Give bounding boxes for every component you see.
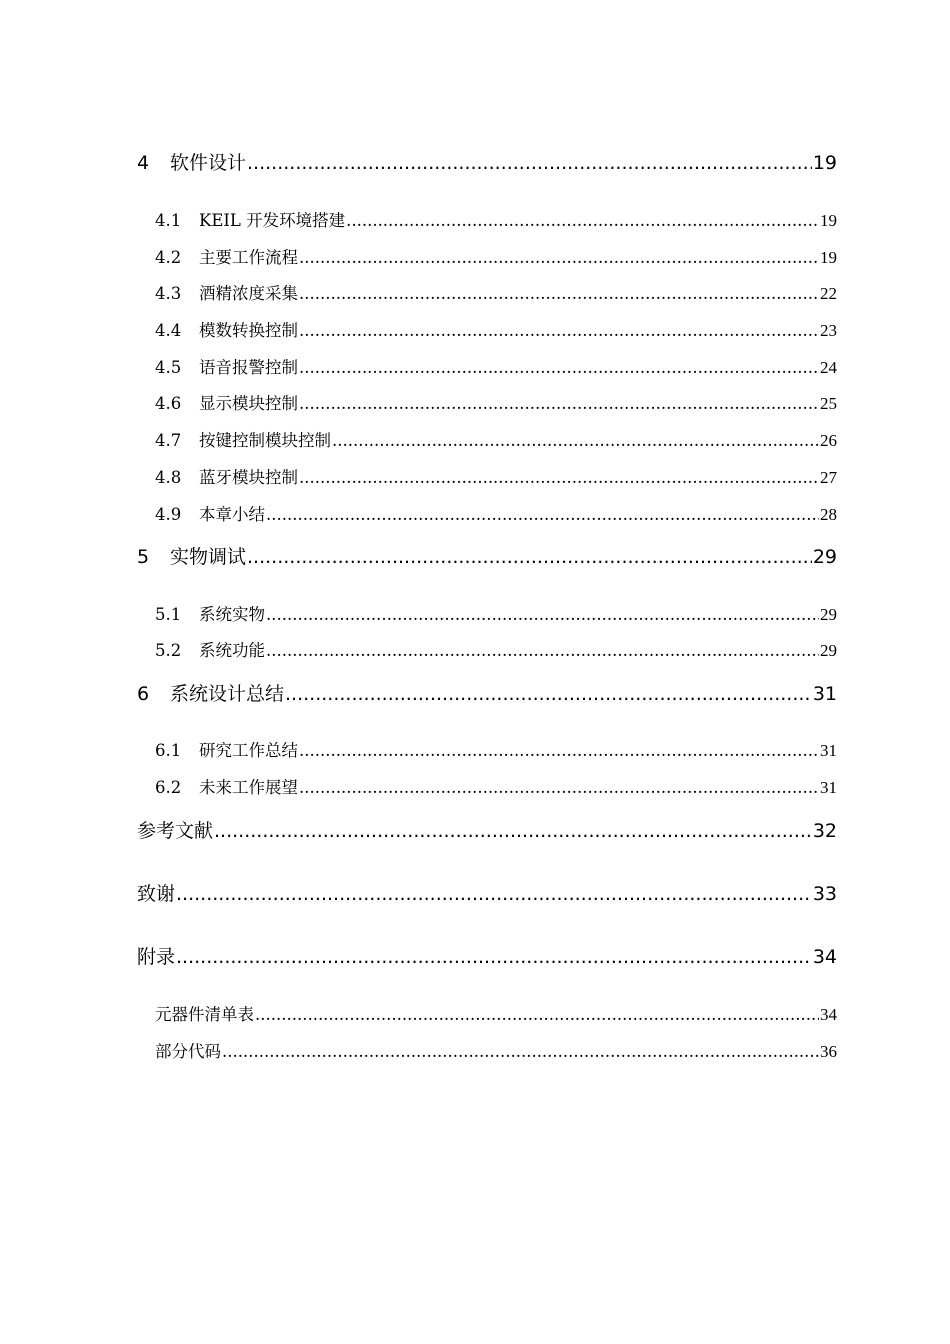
toc-number: 4.2 — [155, 248, 182, 267]
toc-leader-dots — [214, 820, 812, 842]
toc-title: 语音报警控制 — [199, 358, 298, 377]
toc-number: 6.1 — [155, 741, 182, 760]
toc-page-number: 29 — [812, 546, 837, 568]
toc-number: 4.7 — [155, 431, 182, 450]
toc-leader-dots — [266, 605, 819, 624]
toc-title: 按键控制模块控制 — [199, 431, 331, 450]
toc-title: KEIL 开发环境搭建 — [199, 211, 346, 230]
toc-entry-component-list[interactable] — [155, 1001, 837, 1025]
toc-entry-partial-code[interactable] — [155, 1038, 837, 1062]
toc-leader-dots — [255, 1005, 819, 1024]
toc-entry-5-1[interactable] — [155, 601, 837, 625]
toc-title: 致谢 — [137, 883, 176, 905]
toc-entry-4[interactable] — [137, 148, 837, 175]
toc-entry-appendix[interactable] — [137, 942, 837, 969]
toc-leader-dots — [299, 284, 819, 303]
toc-leader-dots — [222, 1042, 819, 1061]
toc-leader-dots — [299, 358, 819, 377]
toc-title: 元器件清单表 — [155, 1005, 254, 1024]
toc-title: 附录 — [137, 946, 176, 968]
toc-title: 系统设计总结 — [170, 683, 285, 705]
toc-page-number: 25 — [820, 394, 837, 413]
toc-leader-dots — [346, 211, 819, 230]
toc-number: 4.6 — [155, 394, 182, 413]
toc-page-number: 36 — [820, 1042, 837, 1061]
toc-number: 6.2 — [155, 778, 182, 797]
toc-entry-5-2[interactable] — [155, 637, 837, 661]
toc-page-number: 22 — [820, 284, 837, 303]
toc-page-number: 34 — [812, 946, 837, 968]
toc-leader-dots — [266, 641, 819, 660]
toc-entry-4-5[interactable] — [155, 354, 837, 378]
toc-title: 部分代码 — [155, 1042, 221, 1061]
toc-page-number: 19 — [812, 152, 837, 174]
toc-title: 酒精浓度采集 — [199, 284, 298, 303]
toc-leader-dots — [247, 152, 812, 174]
toc-number: 5.2 — [155, 641, 182, 660]
toc-title: 系统功能 — [199, 641, 265, 660]
toc-number: 4.5 — [155, 358, 182, 377]
toc-page-number: 29 — [820, 605, 837, 624]
toc-entry-references[interactable] — [137, 816, 837, 843]
toc-entry-6-2[interactable] — [155, 774, 837, 798]
toc-number: 4.1 — [155, 211, 182, 230]
toc-number: 6 — [137, 683, 150, 705]
toc-page-number: 33 — [812, 883, 837, 905]
toc-page-number: 27 — [820, 468, 837, 487]
toc-page-number: 29 — [820, 641, 837, 660]
toc-entry-acknowledgements[interactable] — [137, 879, 837, 906]
toc-number: 4.9 — [155, 505, 182, 524]
toc-leader-dots — [247, 546, 812, 568]
toc-page-number: 19 — [820, 248, 837, 267]
toc-number: 4.4 — [155, 321, 182, 340]
toc-entry-4-4[interactable] — [155, 317, 837, 341]
toc-leader-dots — [299, 741, 819, 760]
toc-entry-4-8[interactable] — [155, 464, 837, 488]
toc-leader-dots — [176, 946, 812, 968]
toc-number: 4.8 — [155, 468, 182, 487]
toc-page-number: 19 — [820, 211, 837, 230]
toc-number: 4.3 — [155, 284, 182, 303]
toc-page-number: 31 — [820, 741, 837, 760]
toc-entry-4-1[interactable] — [155, 207, 837, 231]
toc-leader-dots — [299, 778, 819, 797]
toc-page-number: 31 — [820, 778, 837, 797]
toc-page-number: 34 — [820, 1005, 837, 1024]
toc-entry-4-9[interactable] — [155, 501, 837, 525]
toc-leader-dots — [299, 468, 819, 487]
toc-leader-dots — [285, 683, 812, 705]
toc-page-number: 26 — [820, 431, 837, 450]
toc-title: 显示模块控制 — [199, 394, 298, 413]
toc-leader-dots — [299, 394, 819, 413]
toc-title: 模数转换控制 — [199, 321, 298, 340]
toc-entry-4-2[interactable] — [155, 244, 837, 268]
toc-page-number: 23 — [820, 321, 837, 340]
toc-leader-dots — [266, 505, 819, 524]
toc-leader-dots — [176, 883, 812, 905]
toc-leader-dots — [332, 431, 819, 450]
toc-entry-4-3[interactable] — [155, 280, 837, 304]
toc-title: 研究工作总结 — [199, 741, 298, 760]
toc-number: 4 — [137, 152, 150, 174]
toc-page-number: 24 — [820, 358, 837, 377]
toc-title: 参考文献 — [137, 820, 214, 842]
toc-entry-4-6[interactable] — [155, 390, 837, 414]
toc-page-number: 32 — [812, 820, 837, 842]
toc-title: 软件设计 — [170, 152, 247, 174]
toc-title: 主要工作流程 — [199, 248, 298, 267]
toc-page-number: 28 — [820, 505, 837, 524]
toc-leader-dots — [299, 321, 819, 340]
toc-number: 5 — [137, 546, 150, 568]
toc-number: 5.1 — [155, 605, 182, 624]
toc-entry-4-7[interactable] — [155, 427, 837, 451]
toc-title: 实物调试 — [170, 546, 247, 568]
toc-title: 蓝牙模块控制 — [199, 468, 298, 487]
toc-entry-6[interactable] — [137, 679, 837, 706]
toc-title: 本章小结 — [199, 505, 265, 524]
toc-entry-5[interactable] — [137, 542, 837, 569]
toc-leader-dots — [299, 248, 819, 267]
toc-title: 未来工作展望 — [199, 778, 298, 797]
toc-page-number: 31 — [812, 683, 837, 705]
toc-entry-6-1[interactable] — [155, 737, 837, 761]
toc-title: 系统实物 — [199, 605, 265, 624]
